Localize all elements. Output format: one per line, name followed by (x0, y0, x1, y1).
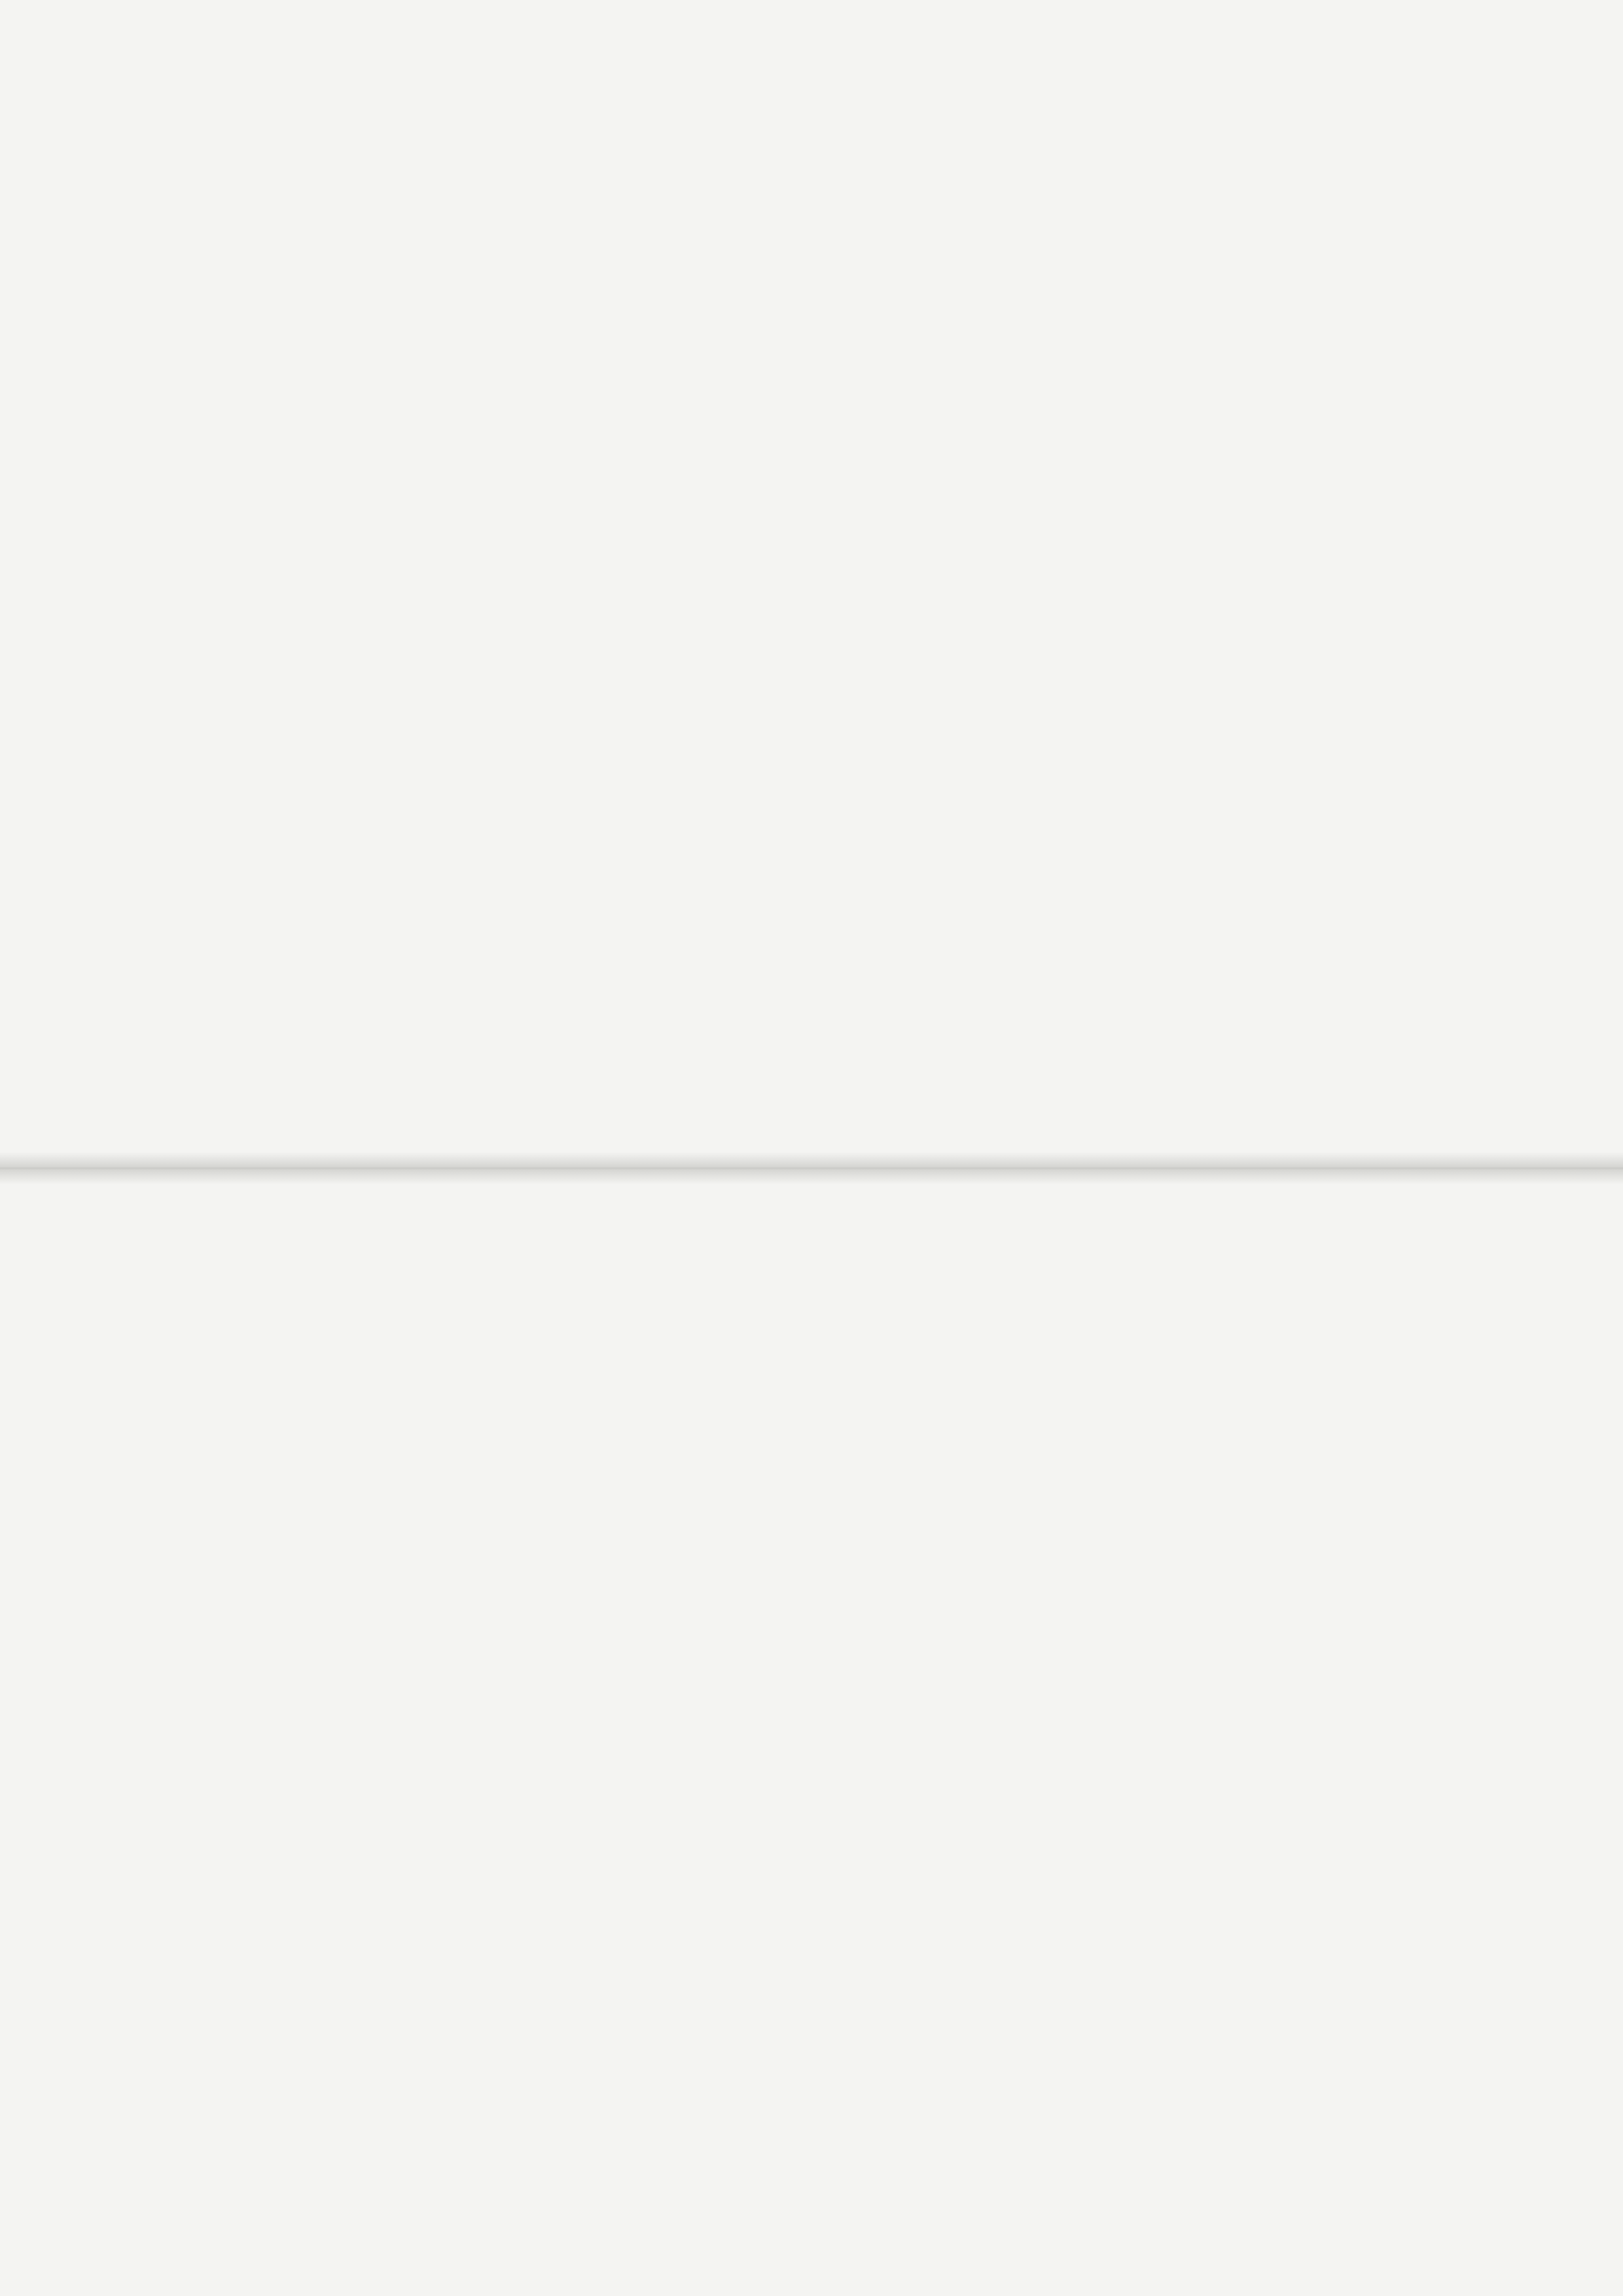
page-fold (0, 1152, 1623, 1185)
